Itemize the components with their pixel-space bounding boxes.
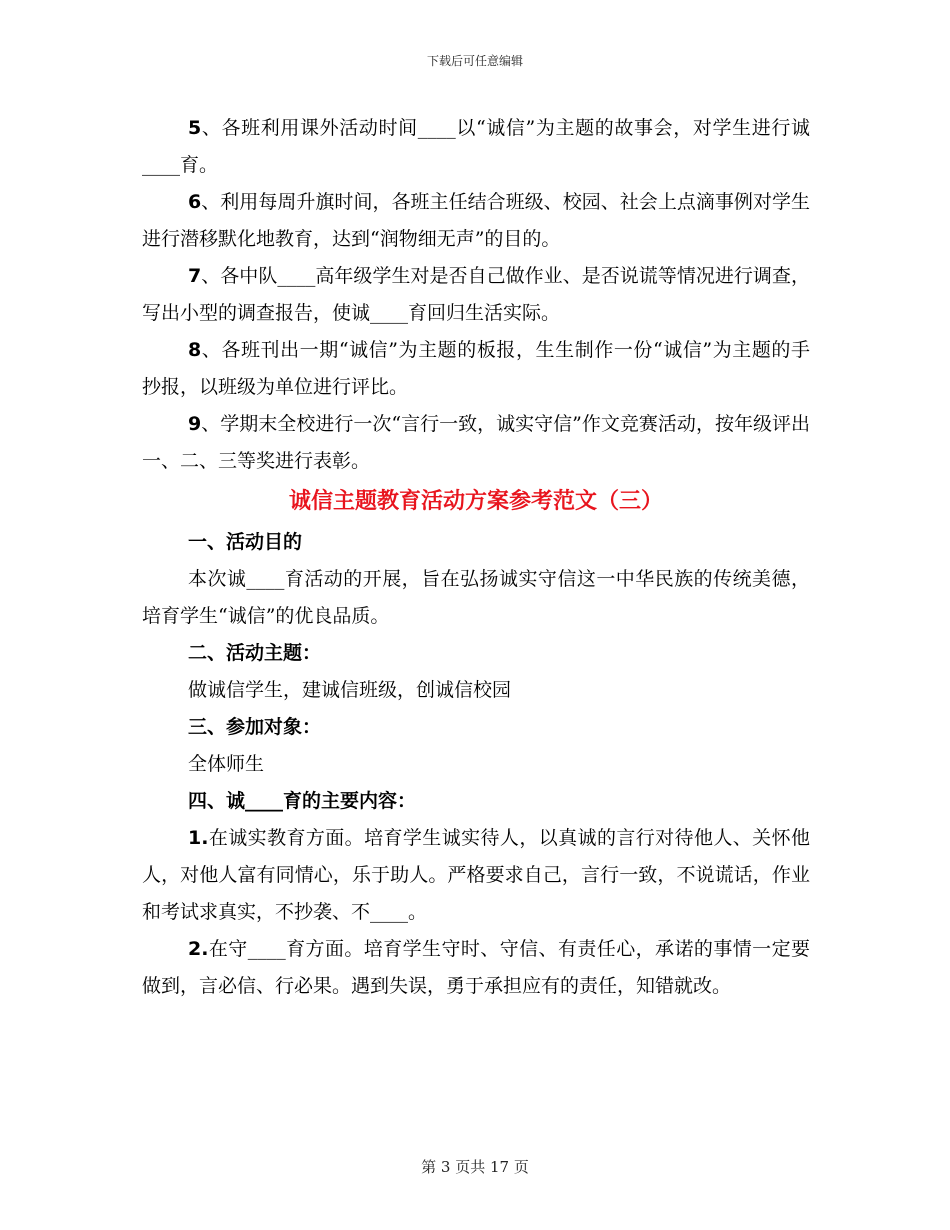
list-item-8 <box>142 332 810 406</box>
heading-purpose: 一、活动目的 <box>188 531 303 553</box>
page-footer-number: 第 3 页共 17 页 <box>421 1158 529 1176</box>
content-item-1 <box>142 820 810 931</box>
content-item-2 <box>142 931 810 1005</box>
heading-theme: 二、活动主题： <box>188 642 322 664</box>
item-number: 1. <box>188 827 209 849</box>
item-text: 、学期末全校进行一次“言行一致，诚实守信”作文竞赛活动，按年级评出一、二、三等奖进行表彰。 <box>142 413 810 472</box>
heading-target: 三、参加对象： <box>188 716 322 738</box>
list-item-7 <box>142 258 810 332</box>
theme-text: 做诚信学生，建诚信班级，创诚信校园 <box>188 679 512 701</box>
item-number: 7 <box>188 265 202 287</box>
purpose-text: 本次诚____育活动的开展，旨在弘扬诚实守信这一中华民族的传统美德，培育学生“诚信”的优良品质。 <box>142 568 810 627</box>
section-title: 诚信主题教育活动方案参考范文（三） <box>288 489 663 514</box>
item-number: 5 <box>188 117 202 139</box>
page-header-note: 下载后可任意编辑 <box>426 54 523 68</box>
target-text: 全体师生 <box>188 753 265 775</box>
item-number: 6 <box>188 191 202 213</box>
list-item-5 <box>142 110 810 184</box>
item-text: 在诚实教育方面。培育学生诚实待人，以真诚的言行对待他人、关怀他人，对他人富有同情心，乐于助人。严格要求自己，言行一致，不说谎话，作业和考试求真实，不抄袭、不____。 <box>142 827 810 923</box>
item-number: 2. <box>188 938 209 960</box>
heading-content: 四、诚____育的主要内容： <box>188 790 417 812</box>
item-text: 在守____育方面。培育学生守时、守信、有责任心，承诺的事情一定要做到，言必信、行必果。遇到失误，勇于承担应有的责任，知错就改。 <box>142 938 810 997</box>
item-text: 、各中队____高年级学生对是否自己做作业、是否说谎等情况进行调查，写出小型的调查报告，使诚____育回归生活实际。 <box>142 265 810 324</box>
item-text: 、利用每周升旗时间，各班主任结合班级、校园、社会上点滴事例对学生进行潜移默化地教育，达到“润物细无声”的目的。 <box>142 191 810 250</box>
item-number: 8 <box>188 339 202 361</box>
item-text: 、各班刊出一期“诚信”为主题的板报，生生制作一份“诚信”为主题的手抄报，以班级为单位进行评比。 <box>142 339 810 398</box>
item-text: 、各班利用课外活动时间____以“诚信”为主题的故事会，对学生进行诚____育。 <box>142 117 810 176</box>
list-item-9 <box>142 406 810 480</box>
document-body <box>142 110 810 1005</box>
item-number: 9 <box>188 413 202 435</box>
list-item-6 <box>142 184 810 258</box>
